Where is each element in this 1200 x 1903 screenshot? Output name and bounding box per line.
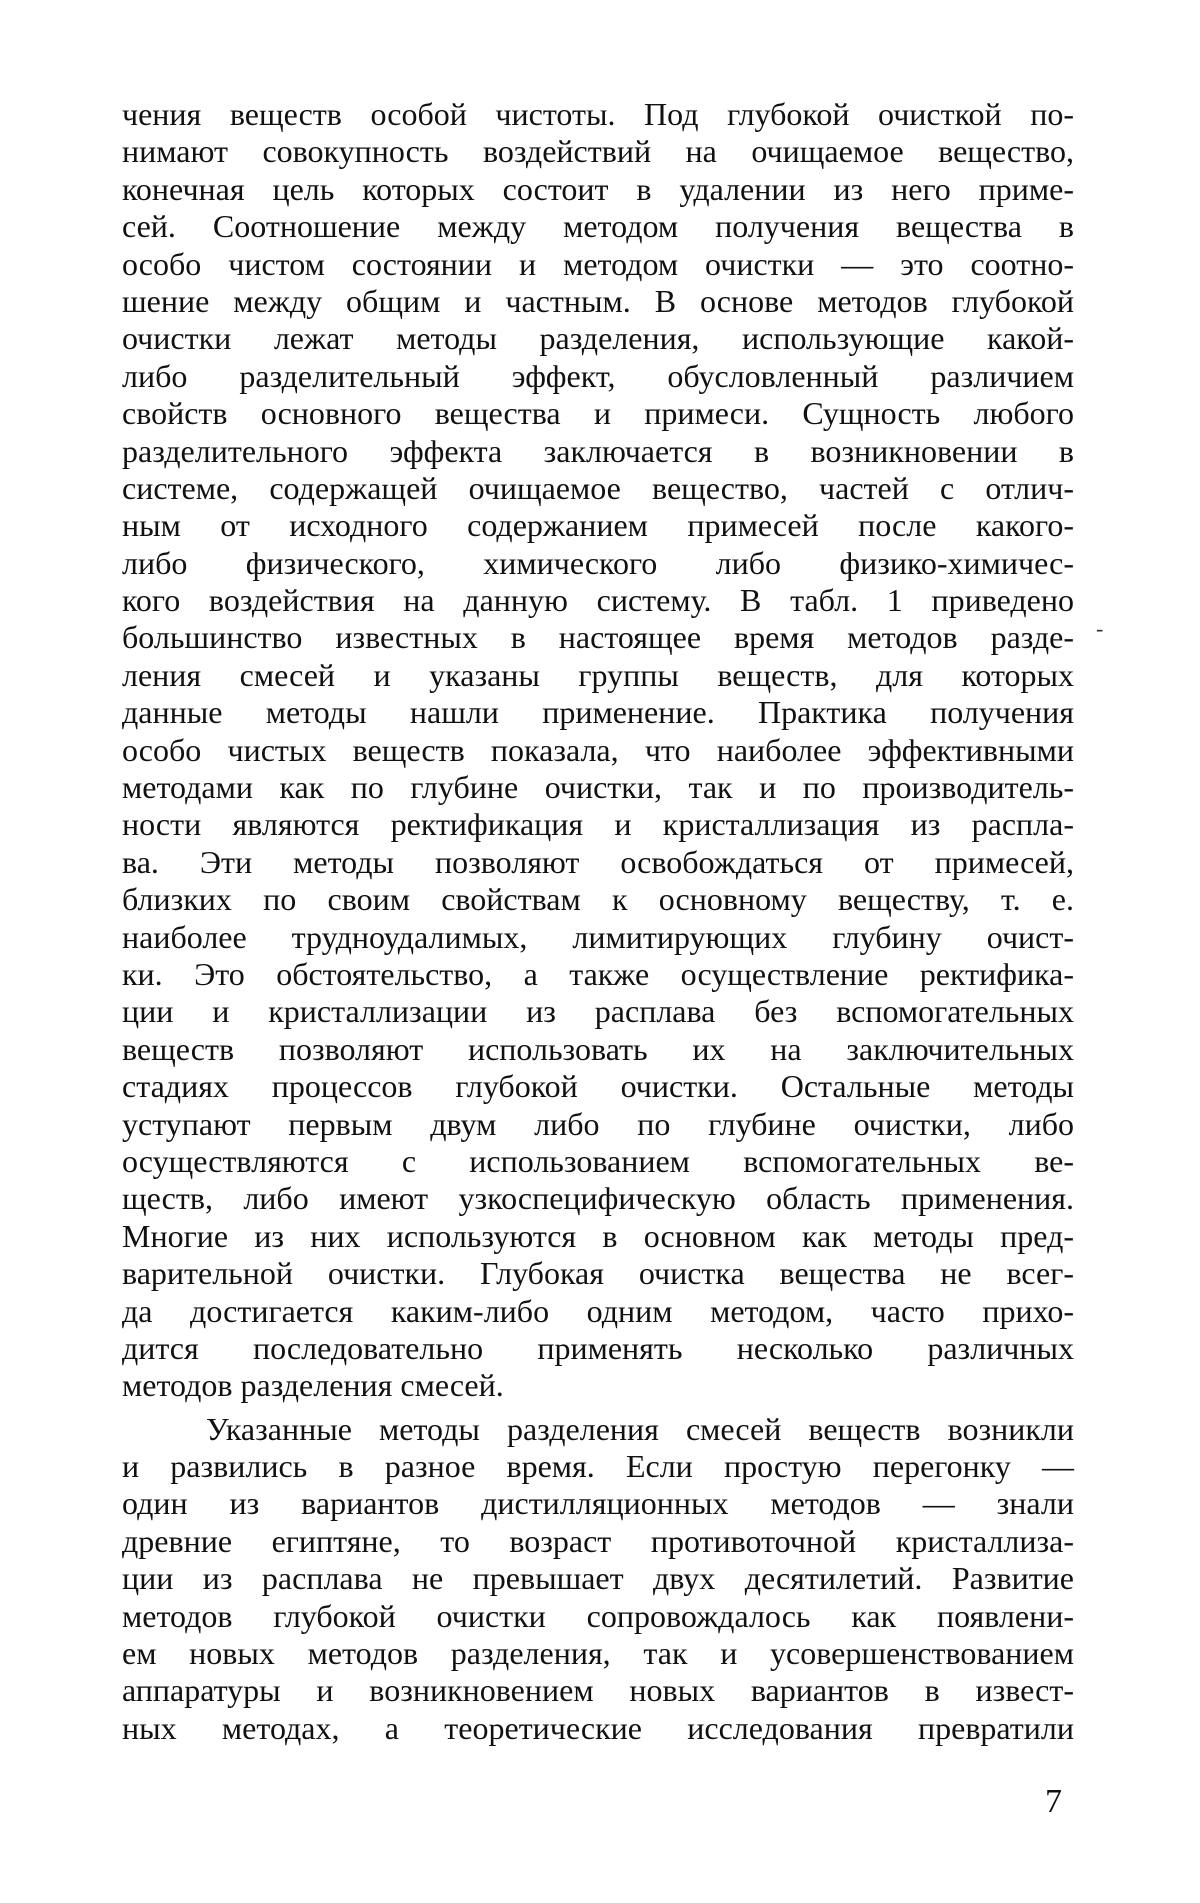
text-line: наиболее трудноудалимых, лимитирующих глубину очист- [122,918,1074,955]
text-line: разделительного эффекта заключается в возникновении в [122,432,1074,469]
page-text [122,96,1074,1747]
text-line: уступают первым двум либо по глубине очистки, либо [122,1105,1074,1142]
text-line: либо разделительный эффект, обусловленный различием [122,357,1074,394]
text-line: Указанные методы разделения смесей веществ возникли [206,1410,1074,1447]
text-line: ности являются ректификация и кристаллизация из распла- [122,806,1074,843]
text-line: сей. Соотношение между методом получения вещества в [122,208,1074,245]
text-line: чения веществ особой чистоты. Под глубокой очисткой по- [122,96,1074,132]
text-line: методов глубокой очистки сопровождалось как появлени- [122,1597,1074,1634]
margin-mark: - [1096,616,1104,641]
text-line: ции и кристаллизации из расплава без вспомогательных [122,993,1074,1030]
text-line: данные методы нашли применение. Практика получения [122,694,1074,731]
text-line: ем новых методов разделения, так и усовершенствованием [122,1635,1074,1672]
text-line: ществ, либо имеют узкоспецифическую область применения. [122,1180,1074,1217]
text-line: нимают совокупность воздействий на очищаемое вещество, [122,133,1074,170]
text-line: шение между общим и частным. В основе методов глубокой [122,282,1074,319]
text-line: методами как по глубине очистки, так и по производитель- [122,769,1074,806]
text-line: веществ позволяют использовать их на заключительных [122,1030,1074,1067]
paragraph-2 [122,1411,1074,1748]
text-line: особо чистом состоянии и методом очистки — это соотно- [122,245,1074,282]
text-line: осуществляются с использованием вспомогательных ве- [122,1142,1074,1179]
text-line: ции из расплава не превышает двух десятилетий. Развитие [122,1560,1074,1597]
text-line: кого воздействия на данную систему. В табл. 1 приведено [122,582,1074,619]
page-number: 7 [1045,1783,1062,1820]
text-line: ва. Эти методы позволяют освобождаться от примесей, [122,843,1074,880]
text-line: и развились в разное время. Если простую перегонку — [122,1448,1074,1485]
text-line: ки. Это обстоятельство, а также осуществление ректифика- [122,955,1074,992]
text-line: большинство известных в настоящее время методов разде- [122,619,1074,656]
text-line: методов разделения смесей. [122,1367,504,1404]
paragraph-1 [122,96,1074,1405]
text-line: стадиях процессов глубокой очистки. Остальные методы [122,1068,1074,1105]
text-line: свойств основного вещества и примеси. Сущность любого [122,395,1074,432]
text-line: системе, содержащей очищаемое вещество, частей с отлич- [122,469,1074,506]
text-line: ления смесей и указаны группы веществ, для которых [122,656,1074,693]
text-line: один из вариантов дистилляционных методов — знали [122,1485,1074,1522]
text-line: особо чистых веществ показала, что наиболее эффективными [122,731,1074,768]
text-line: Многие из них используются в основном как методы пред- [122,1217,1074,1254]
text-line: ных методах, а теоретические исследования превратили [122,1709,1074,1746]
text-line: очистки лежат методы разделения, использующие какой- [122,320,1074,357]
text-line: дится последовательно применять несколько различных [122,1329,1074,1366]
text-line: либо физического, химического либо физико-химичес- [122,544,1074,581]
text-line: конечная цель которых состоит в удалении из него приме- [122,170,1074,207]
text-line: аппаратуры и возникновением новых вариантов в извест- [122,1672,1074,1709]
text-line: да достигается каким-либо одним методом, часто прихо- [122,1292,1074,1329]
text-line: варительной очистки. Глубокая очистка вещества не всег- [122,1255,1074,1292]
text-line: ным от исходного содержанием примесей после какого- [122,507,1074,544]
text-line: близких по своим свойствам к основному веществу, т. е. [122,881,1074,918]
text-line: древние египтяне, то возраст противоточной кристаллиза- [122,1522,1074,1559]
